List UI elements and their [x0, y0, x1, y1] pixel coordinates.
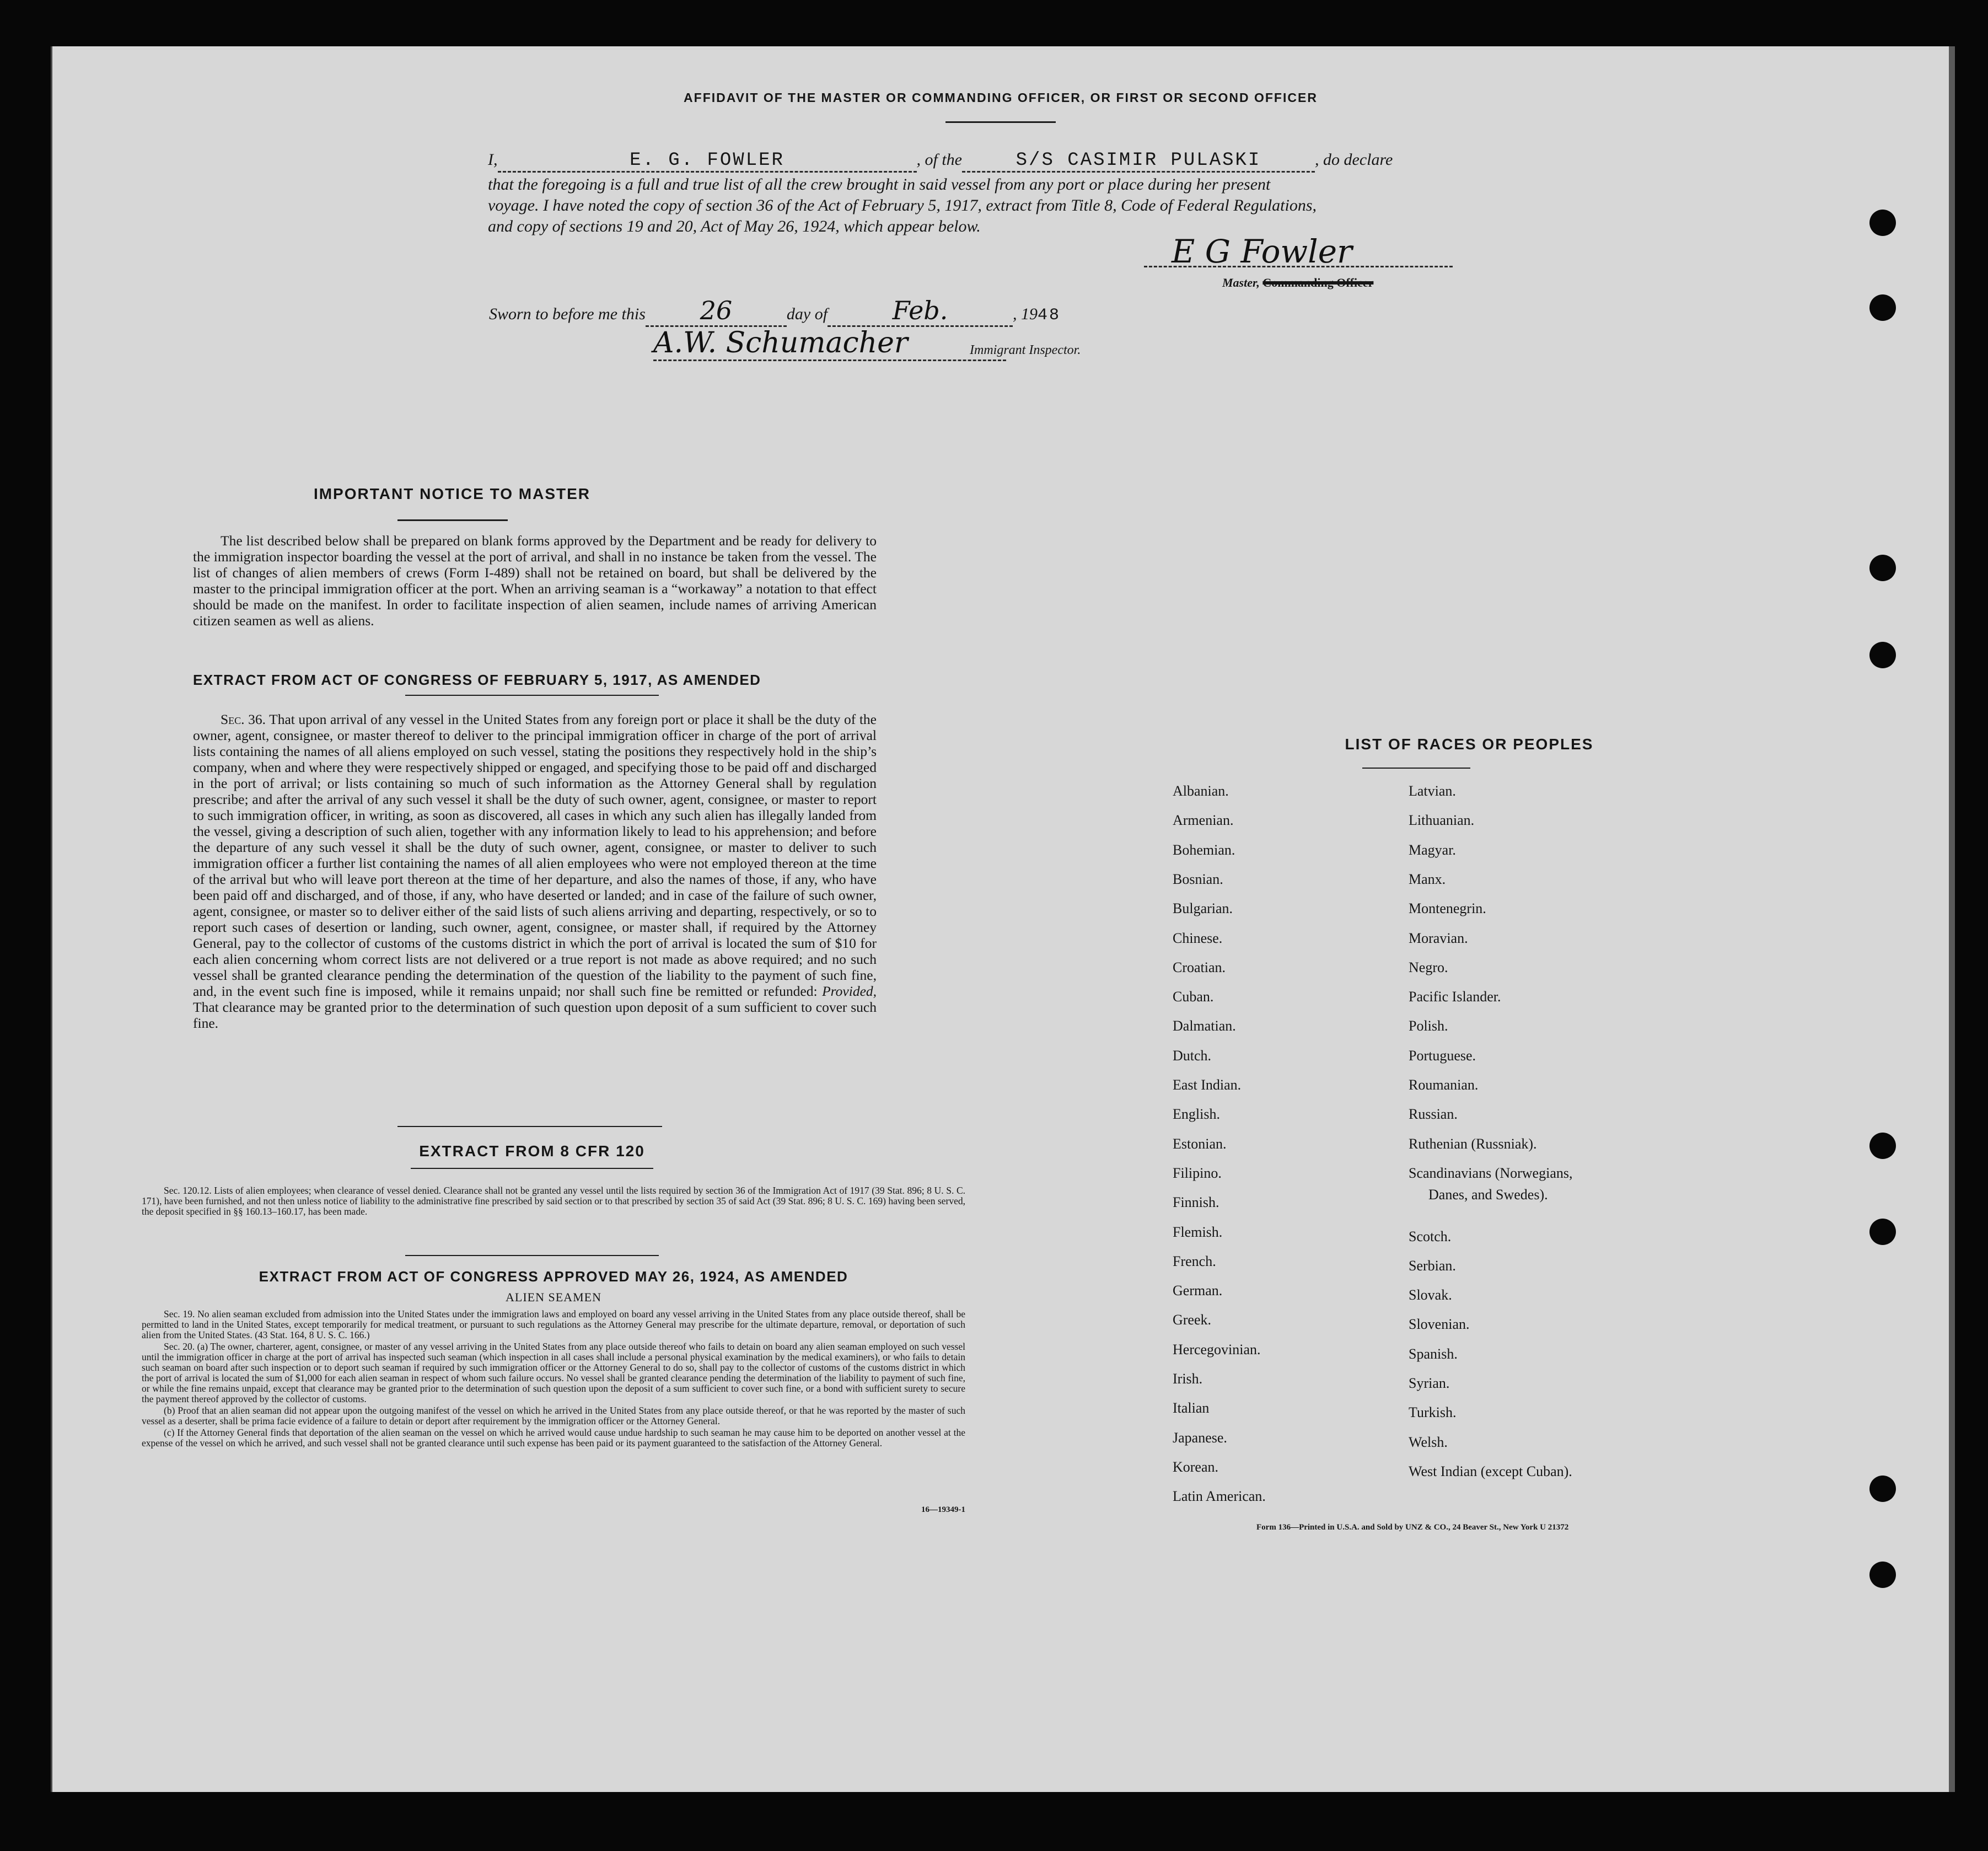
cfr-heading: EXTRACT FROM 8 CFR 120 — [419, 1142, 645, 1160]
race-item: Magyar. — [1409, 841, 1456, 858]
notice-text: The list described below shall be prepared on blank forms approved by the Department and be ready for delivery to the immigration inspector boarding the vessel at the port of arrival, and shall in no instance be taken from the vessel. The list of changes of alien members of crews (Form I-489) shall not be retained on board, but shall be delivered by the master to the principal immigration officer at the port. When an arriving seaman is a “workaway” a notation to that effect should be made on the manifest. In order to facilitate inspection of alien seamen, include names of arriving American citizen seamen as well as aliens. — [193, 533, 877, 629]
race-item: Slovak. — [1409, 1287, 1452, 1303]
form-code: 16—19349-1 — [921, 1505, 965, 1514]
extract-1924-top-rule — [405, 1255, 659, 1256]
notice-body — [193, 533, 877, 629]
extract-1917-body — [193, 711, 877, 1031]
document-sheet — [51, 46, 1949, 1792]
sec-20a-text: Sec. 20. (a) The owner, charterer, agent, consignee, or master of any vessel arriving in the United States from any place outside thereof who fails to detain on board any alien seaman employed on such vessel until the immigration officer in charge at the port of arrival has inspected such seaman (which inspection in all cases shall include a personal physical examination by the medical examiners), or who fails to detain such seaman on board after such inspection or to deport such seaman if required by such immigration officer or the Attorney General to do so, shall pay to the collector of customs of the customs district in which the port of arrival is located the sum of $1,000 for each alien seaman in respect of whom such failure occurs. No vessel shall be granted clearance pending the determination of the liability to payment of such fine, or while the fine remains unpaid, except that clearance may be granted prior to the determination of such question upon the deposit of a sum sufficient to cover such fine, or a bond with sufficient surety to secure the payment thereof approved by the collector of customs. — [142, 1341, 965, 1404]
races-heading: LIST OF RACES OR PEOPLES — [1345, 736, 1594, 753]
punch-hole — [1869, 1219, 1896, 1245]
race-item: Croatian. — [1173, 959, 1226, 975]
race-item: Scotch. — [1409, 1228, 1452, 1244]
of-the-label: , of the — [916, 151, 962, 169]
race-item: Irish. — [1173, 1371, 1203, 1387]
race-item: Danes, and Swedes). — [1428, 1187, 1548, 1203]
punch-hole — [1869, 294, 1896, 321]
race-item: Pacific Islander. — [1409, 989, 1501, 1005]
cfr-top-rule — [397, 1126, 662, 1127]
race-item: Japanese. — [1173, 1429, 1227, 1446]
cfr-body — [142, 1185, 965, 1218]
sworn-line — [489, 296, 1061, 327]
race-item: Negro. — [1409, 959, 1448, 975]
race-item: Albanian. — [1173, 783, 1229, 799]
master-signature: E G Fowler — [1172, 233, 1352, 270]
race-item: Montenegrin. — [1409, 900, 1486, 917]
race-item: Polish. — [1409, 1018, 1448, 1034]
punch-hole — [1869, 1133, 1896, 1159]
affidavit-line-3: voyage. I have noted the copy of section 36 of the Act of February 5, 1917, extract from Title 8, Code of Federal Regulations, — [488, 196, 1317, 214]
master-signature-line — [1144, 266, 1453, 267]
cfr-text: Sec. 120.12. Lists of alien employees; when clearance of vessel denied. Clearance shall not be granted any vessel until the lists required by section 36 of the Immigration Act of 1917 (39 Stat. 896; 8 U. S. C. 171), have been furnished, and not then unless notice of liability to the administrative fine prescribed by said section or to that prescribed by section 35 of said Act (39 Stat. 896; 8 U. S. C. 169) having been served, the deposit specified in §§ 160.13–160.17, has been made. — [142, 1185, 965, 1217]
printer-footer: Form 136—Printed in U.S.A. and Sold by UNZ & CO., 24 Beaver St., New York U 21372 — [1256, 1523, 1569, 1532]
race-item: English. — [1173, 1106, 1220, 1123]
race-item: Russian. — [1409, 1106, 1458, 1123]
race-item: Italian — [1173, 1400, 1210, 1417]
race-item: Spanish. — [1409, 1345, 1458, 1362]
affidavit-declaration-line — [488, 150, 1393, 173]
race-item: Moravian. — [1409, 930, 1468, 946]
race-item: Armenian. — [1173, 812, 1234, 829]
sec-36-label: Sec. 36. — [221, 711, 266, 727]
race-item: Filipino. — [1173, 1165, 1222, 1181]
sec-36-text-a: That upon arrival of any vessel in the United States from any foreign port or place it shall be the duty of the owner, agent, consignee, or master thereof to deliver to the principal immigration officer in charge of the port of arrival lists containing the names of all aliens employed on such vessel, stating the positions they respectively hold in the ship’s company, when and where they were respectively shipped or engaged, and specifying those to be paid off and discharged in the port of arrival; or lists containing so much of such information as the Attorney General shall by regulation prescribe; and after the arrival of any such vessel it shall be the duty of such owner, agent, consignee, or master to report to such immigration officer, in writing, as soon as discovered, all cases in which any such alien has illegally landed from the vessel, giving a description of such alien, together with any information likely to lead to his apprehension; and before the departure of any such vessel it shall be the duty of such owner, agent, consignee, or master to deliver to such immigration officer a further list containing the names of all alien employees who were not employed thereon at the time of the arrival but who will leave port thereon at the time of her departure, and also the names of those, if any, who have been paid off and discharged, and of those, if any, who have deserted or landed; and in case of the failure of such owner, agent, consignee, or master so to deliver either of the said lists of such aliens arriving and departing, respectively, or so to report such cases of desertion or landing, such owner, agent, consignee, or master shall, if required by the Attorney General, pay to the collector of customs of the customs district in which the port of arrival is located the sum of $10 for each alien concerning whom correct lists are not delivered or a true report is not made as above required; and no such vessel shall be granted clearance pending the determination of the question of the liability to the payment of such fine, and, in the event such fine is imposed, while it remains unpaid; nor shall such fine be remitted or refunded: — [193, 711, 877, 999]
master-title — [1222, 276, 1373, 290]
race-item: Bohemian. — [1173, 841, 1235, 858]
do-declare-label: , do declare — [1315, 151, 1393, 169]
cfr-rule — [411, 1168, 653, 1169]
sec-20b-text: (b) Proof that an alien seaman did not appear upon the outgoing manifest of the vessel on which he arrived in the United States from any place outside thereof, or that he was reported by the master of such vessel as a deserter, shall be prima facie evidence of a failure to detain or deport after requirement by the immigration officer or the Attorney General. — [142, 1405, 965, 1426]
race-item: East Indian. — [1173, 1077, 1242, 1093]
race-item: Ruthenian (Russniak). — [1409, 1135, 1537, 1152]
race-item: Latvian. — [1409, 783, 1456, 799]
sworn-label: Sworn to before me this — [489, 305, 646, 323]
sworn-year: 48 — [1038, 306, 1061, 325]
race-item: Roumanian. — [1409, 1077, 1479, 1093]
punch-hole — [1869, 1562, 1896, 1588]
race-item: Chinese. — [1173, 930, 1223, 946]
race-item: Slovenian. — [1409, 1316, 1470, 1333]
races-rule — [1362, 768, 1470, 769]
race-item: Hercegovinian. — [1173, 1341, 1261, 1358]
race-item: Cuban. — [1173, 989, 1214, 1005]
extract-1917-rule — [405, 695, 659, 696]
sec-19-text: Sec. 19. No alien seaman excluded from admission into the United States under the immigration laws and employed on board any vessel arriving in the United States from any place outside thereof, shall be permitted to land in the United States, except temporarily for medical treatment, or pursuant to such regulations as the Attorney General may prescribe for the ultimate departure, removal, or deportation of such alien from the United States. (43 Stat. 164, 8 U. S. C. 166.) — [142, 1308, 965, 1340]
extract-1924-body — [142, 1309, 965, 1450]
race-item: Bosnian. — [1173, 871, 1223, 887]
inspector-signature-line — [653, 360, 1006, 361]
sworn-day-field: 26 — [646, 296, 787, 327]
race-item: Latin American. — [1173, 1488, 1266, 1505]
alien-seamen-subheading: ALIEN SEAMEN — [506, 1290, 601, 1304]
race-item: Estonian. — [1173, 1135, 1227, 1152]
punch-hole — [1869, 1476, 1896, 1502]
inspector-signature: A.W. Schumacher — [653, 326, 908, 360]
title-rule — [945, 121, 1056, 123]
race-item: Finnish. — [1173, 1194, 1219, 1211]
punch-hole — [1869, 555, 1896, 581]
inspector-label: Immigrant Inspector. — [970, 343, 1081, 357]
affidavit-title: AFFIDAVIT OF THE MASTER OR COMMANDING OFFICER, OR FIRST OR SECOND OFFICER — [684, 90, 1318, 105]
notice-heading: IMPORTANT NOTICE TO MASTER — [313, 485, 591, 502]
sec-36-text-b: That clearance may be granted prior to the determination of such question upon deposit of a sum sufficient to cover such fine. — [193, 999, 877, 1031]
master-name-field: E. G. FOWLER — [498, 150, 917, 173]
race-item: Lithuanian. — [1409, 812, 1475, 829]
race-item: German. — [1173, 1283, 1223, 1299]
provided-word: Provided, — [822, 983, 877, 999]
affidavit-line-2: that the foregoing is a full and true list of all the crew brought in said vessel from any port or place during her present — [488, 175, 1271, 194]
race-item: Bulgarian. — [1173, 900, 1233, 917]
race-item: Dutch. — [1173, 1047, 1212, 1064]
year-prefix: , 19 — [1013, 305, 1038, 323]
race-item: Welsh. — [1409, 1434, 1448, 1450]
vessel-name-field: S/S CASIMIR PULASKI — [962, 150, 1315, 173]
sec-36-text — [193, 711, 877, 1031]
i-label: I, — [488, 151, 498, 169]
punch-hole — [1869, 642, 1896, 668]
race-item: French. — [1173, 1253, 1216, 1269]
race-item: Turkish. — [1409, 1404, 1457, 1421]
race-item: Manx. — [1409, 871, 1446, 887]
race-item: Syrian. — [1409, 1375, 1450, 1391]
race-item: Flemish. — [1173, 1224, 1223, 1240]
notice-rule — [397, 519, 508, 521]
struck-title: Commanding Officer — [1262, 276, 1374, 289]
day-of-label: day of — [786, 305, 828, 323]
race-item: Korean. — [1173, 1458, 1219, 1475]
race-item: Serbian. — [1409, 1257, 1456, 1274]
affidavit-line-4: and copy of sections 19 and 20, Act of May 26, 1924, which appear below. — [488, 217, 981, 235]
race-item: Scandinavians (Norwegians, — [1409, 1165, 1573, 1181]
race-item: Greek. — [1173, 1312, 1212, 1328]
race-item: Portuguese. — [1409, 1047, 1476, 1064]
race-item: West Indian (except Cuban). — [1409, 1463, 1572, 1479]
master-label: Master, — [1222, 276, 1260, 289]
sec-20c-text: (c) If the Attorney General finds that deportation of the alien seaman on the vessel on which he arrived would cause undue hardship to such seaman he may cause him to be deported on another vessel at the expense of the vessel on which he arrived, and such vessel shall not be granted clearance until such expense has been paid or its payment guaranteed to the satisfaction of the Attorney General. — [142, 1427, 965, 1448]
extract-1924-heading: EXTRACT FROM ACT OF CONGRESS APPROVED MAY 26, 1924, AS AMENDED — [259, 1268, 848, 1285]
punch-hole — [1869, 210, 1896, 236]
extract-1917-heading: EXTRACT FROM ACT OF CONGRESS OF FEBRUARY 5, 1917, AS AMENDED — [193, 672, 761, 688]
race-item: Dalmatian. — [1173, 1018, 1236, 1034]
sworn-month-field: Feb. — [828, 296, 1013, 327]
